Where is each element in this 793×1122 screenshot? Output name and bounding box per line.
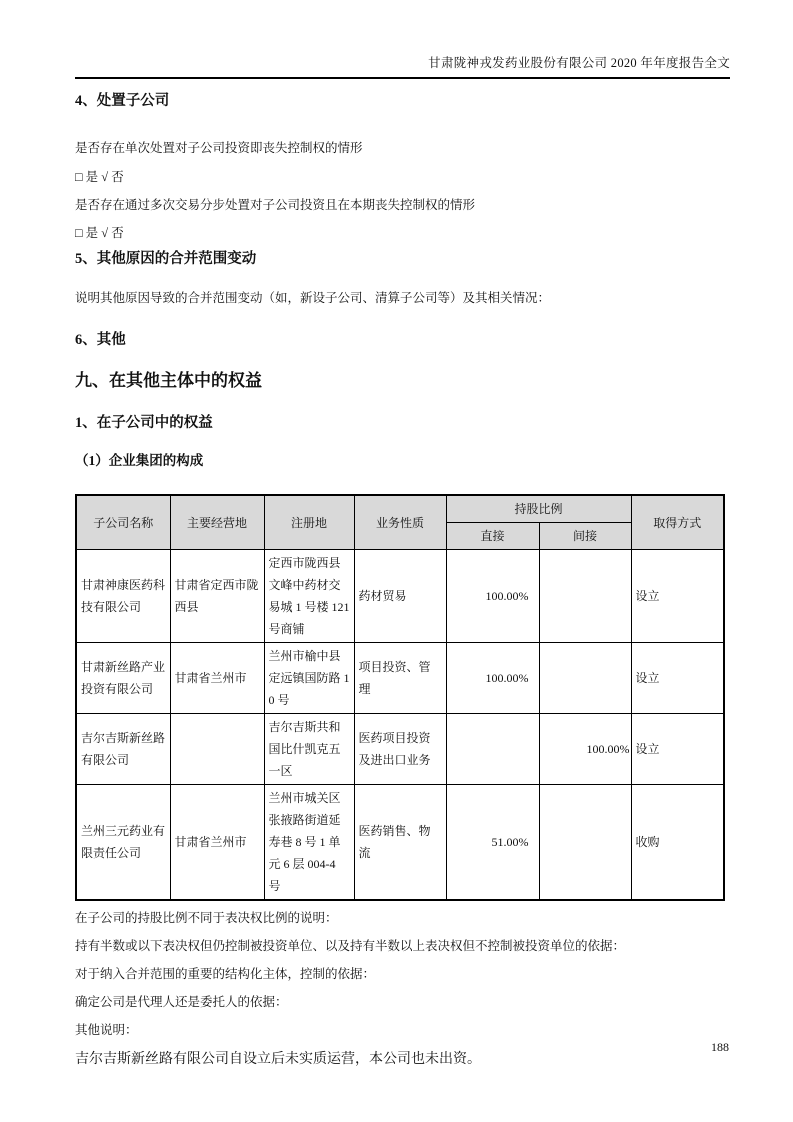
cell-subsidiary-name: 兰州三元药业有限责任公司 <box>76 785 170 901</box>
cell-indirect-ratio <box>539 643 631 714</box>
cell-business-nature: 药材贸易 <box>354 550 446 643</box>
col-header-indirect: 间接 <box>539 523 631 550</box>
subsidiaries-table-header <box>76 495 724 550</box>
cell-direct-ratio: 100.00% <box>446 643 539 714</box>
cell-main-place: 甘肃省定西市陇西县 <box>170 550 264 643</box>
section-4-heading: 4、处置子公司 <box>75 93 170 109</box>
answer-multi-disposal: □ 是 √ 否 <box>75 226 124 240</box>
question-multi-disposal: 是否存在通过多次交易分步处置对子公司投资且在本期丧失控制权的情形 <box>75 198 476 212</box>
section-9-1-1-heading: （1）企业集团的构成 <box>75 453 204 468</box>
cell-direct-ratio: 51.00% <box>446 785 539 901</box>
col-header-subsidiary-name: 子公司名称 <box>76 495 170 550</box>
cell-registered-place: 吉尔吉斯共和国比什凯克五一区 <box>264 714 354 785</box>
col-header-acquisition-method: 取得方式 <box>631 495 724 550</box>
cell-acquisition-method: 设立 <box>631 643 724 714</box>
cell-direct-ratio <box>446 714 539 785</box>
header-divider <box>75 77 730 79</box>
cell-subsidiary-name: 吉尔吉斯新丝路有限公司 <box>76 714 170 785</box>
note-structured-entity: 对于纳入合并范围的重要的结构化主体，控制的依据： <box>75 967 376 981</box>
cell-main-place: 甘肃省兰州市 <box>170 643 264 714</box>
note-agent-or-principal: 确定公司是代理人还是委托人的依据： <box>75 995 288 1009</box>
cell-registered-place: 定西市陇西县文峰中药材交易城 1 号楼 121 号商铺 <box>264 550 354 643</box>
section-9-heading: 九、在其他主体中的权益 <box>75 371 262 390</box>
col-header-shareholding-ratio: 持股比例 <box>446 495 631 523</box>
cell-acquisition-method: 收购 <box>631 785 724 901</box>
cell-indirect-ratio <box>539 785 631 901</box>
cell-business-nature: 医药项目投资及进出口业务 <box>354 714 446 785</box>
cell-business-nature: 医药销售、物流 <box>354 785 446 901</box>
subsidiaries-table <box>75 494 725 901</box>
note-voting-ratio-difference: 在子公司的持股比例不同于表决权比例的说明： <box>75 911 338 925</box>
note-other-content: 吉尔吉斯新丝路有限公司自设立后未实质运营，本公司也未出资。 <box>75 1052 481 1067</box>
question-single-disposal: 是否存在单次处置对子公司投资即丧失控制权的情形 <box>75 141 363 155</box>
note-control-basis: 持有半数或以下表决权但仍控制被投资单位、以及持有半数以上表决权但不控制被投资单位的依据： <box>75 939 626 953</box>
cell-subsidiary-name: 甘肃神康医药科技有限公司 <box>76 550 170 643</box>
col-header-main-place: 主要经营地 <box>170 495 264 550</box>
cell-business-nature: 项目投资、管理 <box>354 643 446 714</box>
cell-subsidiary-name: 甘肃新丝路产业投资有限公司 <box>76 643 170 714</box>
section-9-1-heading: 1、在子公司中的权益 <box>75 415 213 431</box>
table-row <box>76 714 724 785</box>
col-header-registered-place: 注册地 <box>264 495 354 550</box>
cell-indirect-ratio: 100.00% <box>539 714 631 785</box>
note-other-label: 其他说明： <box>75 1023 138 1037</box>
cell-acquisition-method: 设立 <box>631 714 724 785</box>
cell-main-place: 甘肃省兰州市 <box>170 785 264 901</box>
table-row <box>76 643 724 714</box>
page-number: 188 <box>711 1040 729 1054</box>
col-header-business-nature: 业务性质 <box>354 495 446 550</box>
cell-registered-place: 兰州市城关区张掖路街道延寿巷 8 号 1 单元 6 层 004-4 号 <box>264 785 354 901</box>
cell-acquisition-method: 设立 <box>631 550 724 643</box>
cell-main-place <box>170 714 264 785</box>
cell-direct-ratio: 100.00% <box>446 550 539 643</box>
cell-registered-place: 兰州市榆中县定远镇国防路 10 号 <box>264 643 354 714</box>
section-6-heading: 6、其他 <box>75 332 126 348</box>
document-header-title: 甘肃陇神戎发药业股份有限公司 2020 年年度报告全文 <box>428 56 730 70</box>
table-row <box>76 550 724 643</box>
cell-indirect-ratio <box>539 550 631 643</box>
section-5-description: 说明其他原因导致的合并范围变动（如，新设子公司、清算子公司等）及其相关情况： <box>75 291 551 305</box>
table-row <box>76 785 724 901</box>
table-notes <box>75 904 730 1075</box>
answer-single-disposal: □ 是 √ 否 <box>75 170 124 184</box>
col-header-direct: 直接 <box>446 523 539 550</box>
section-5-heading: 5、其他原因的合并范围变动 <box>75 251 257 267</box>
